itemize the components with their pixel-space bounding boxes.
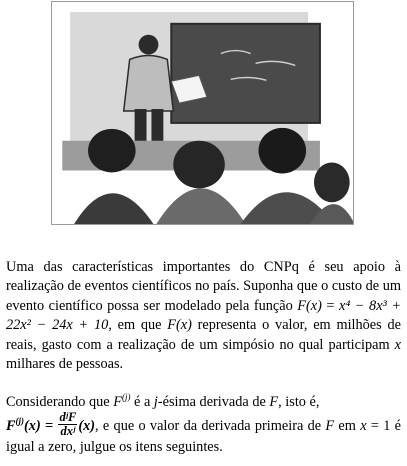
p1-text-3: , em que [108, 317, 168, 334]
fraction-denominator: dxʲ [60, 424, 76, 439]
function-fx-2: F(x) [167, 317, 192, 334]
derivative-rhs-arg: (x) [78, 417, 96, 434]
p1-text-4: representa o valor, em milhões de reais, gasto com a realização de um simpósio no qual participam [6, 317, 401, 353]
problem-paragraph-1 [6, 258, 401, 374]
problem-paragraph-2 [6, 388, 401, 458]
derivative-lhs: F [6, 417, 16, 434]
lecture-illustration [51, 1, 354, 225]
p2-text-2: é a [130, 393, 154, 410]
p2-text-5: , e que o valor da derivada primeira de [95, 417, 326, 434]
function-F: F [269, 393, 279, 410]
function-F-2: F [325, 417, 335, 434]
fraction-numerator: dʲF [59, 410, 77, 425]
derivative-lhs-superscript: (j) [15, 416, 25, 427]
p2-text-7: = 1 é igual a zero, julgue os itens seguintes. [6, 417, 401, 456]
derivative-fraction [58, 411, 77, 438]
lecture-scene-image [52, 2, 353, 224]
variable-x: x [394, 336, 401, 353]
variable-j: j [153, 393, 158, 410]
superscript-j: (j) [121, 392, 131, 402]
p2-text-6: em [334, 417, 361, 434]
p1-equals: = [321, 297, 340, 314]
function-F-j: F [113, 393, 122, 410]
p2-text-1: Considerando que [6, 393, 114, 410]
variable-x-2: x [360, 417, 367, 434]
cost-function-formula: x⁴ − 8x³ + 22x² − 24x + 10 [6, 297, 401, 334]
derivative-lhs-arg: (x) = [24, 417, 54, 434]
function-fx: F(x) [297, 297, 322, 314]
p1-text-5: milhares de pessoas. [6, 356, 124, 373]
p1-text-1: Uma das características importantes do CNPq é seu apoio à realização de eventos científicos no país. Suponha que o custo de um evento científico possa ser modelado pela função [6, 259, 401, 314]
p2-text-4: , isto é, [278, 393, 320, 410]
p2-text-3: -ésima derivada de [157, 393, 270, 410]
